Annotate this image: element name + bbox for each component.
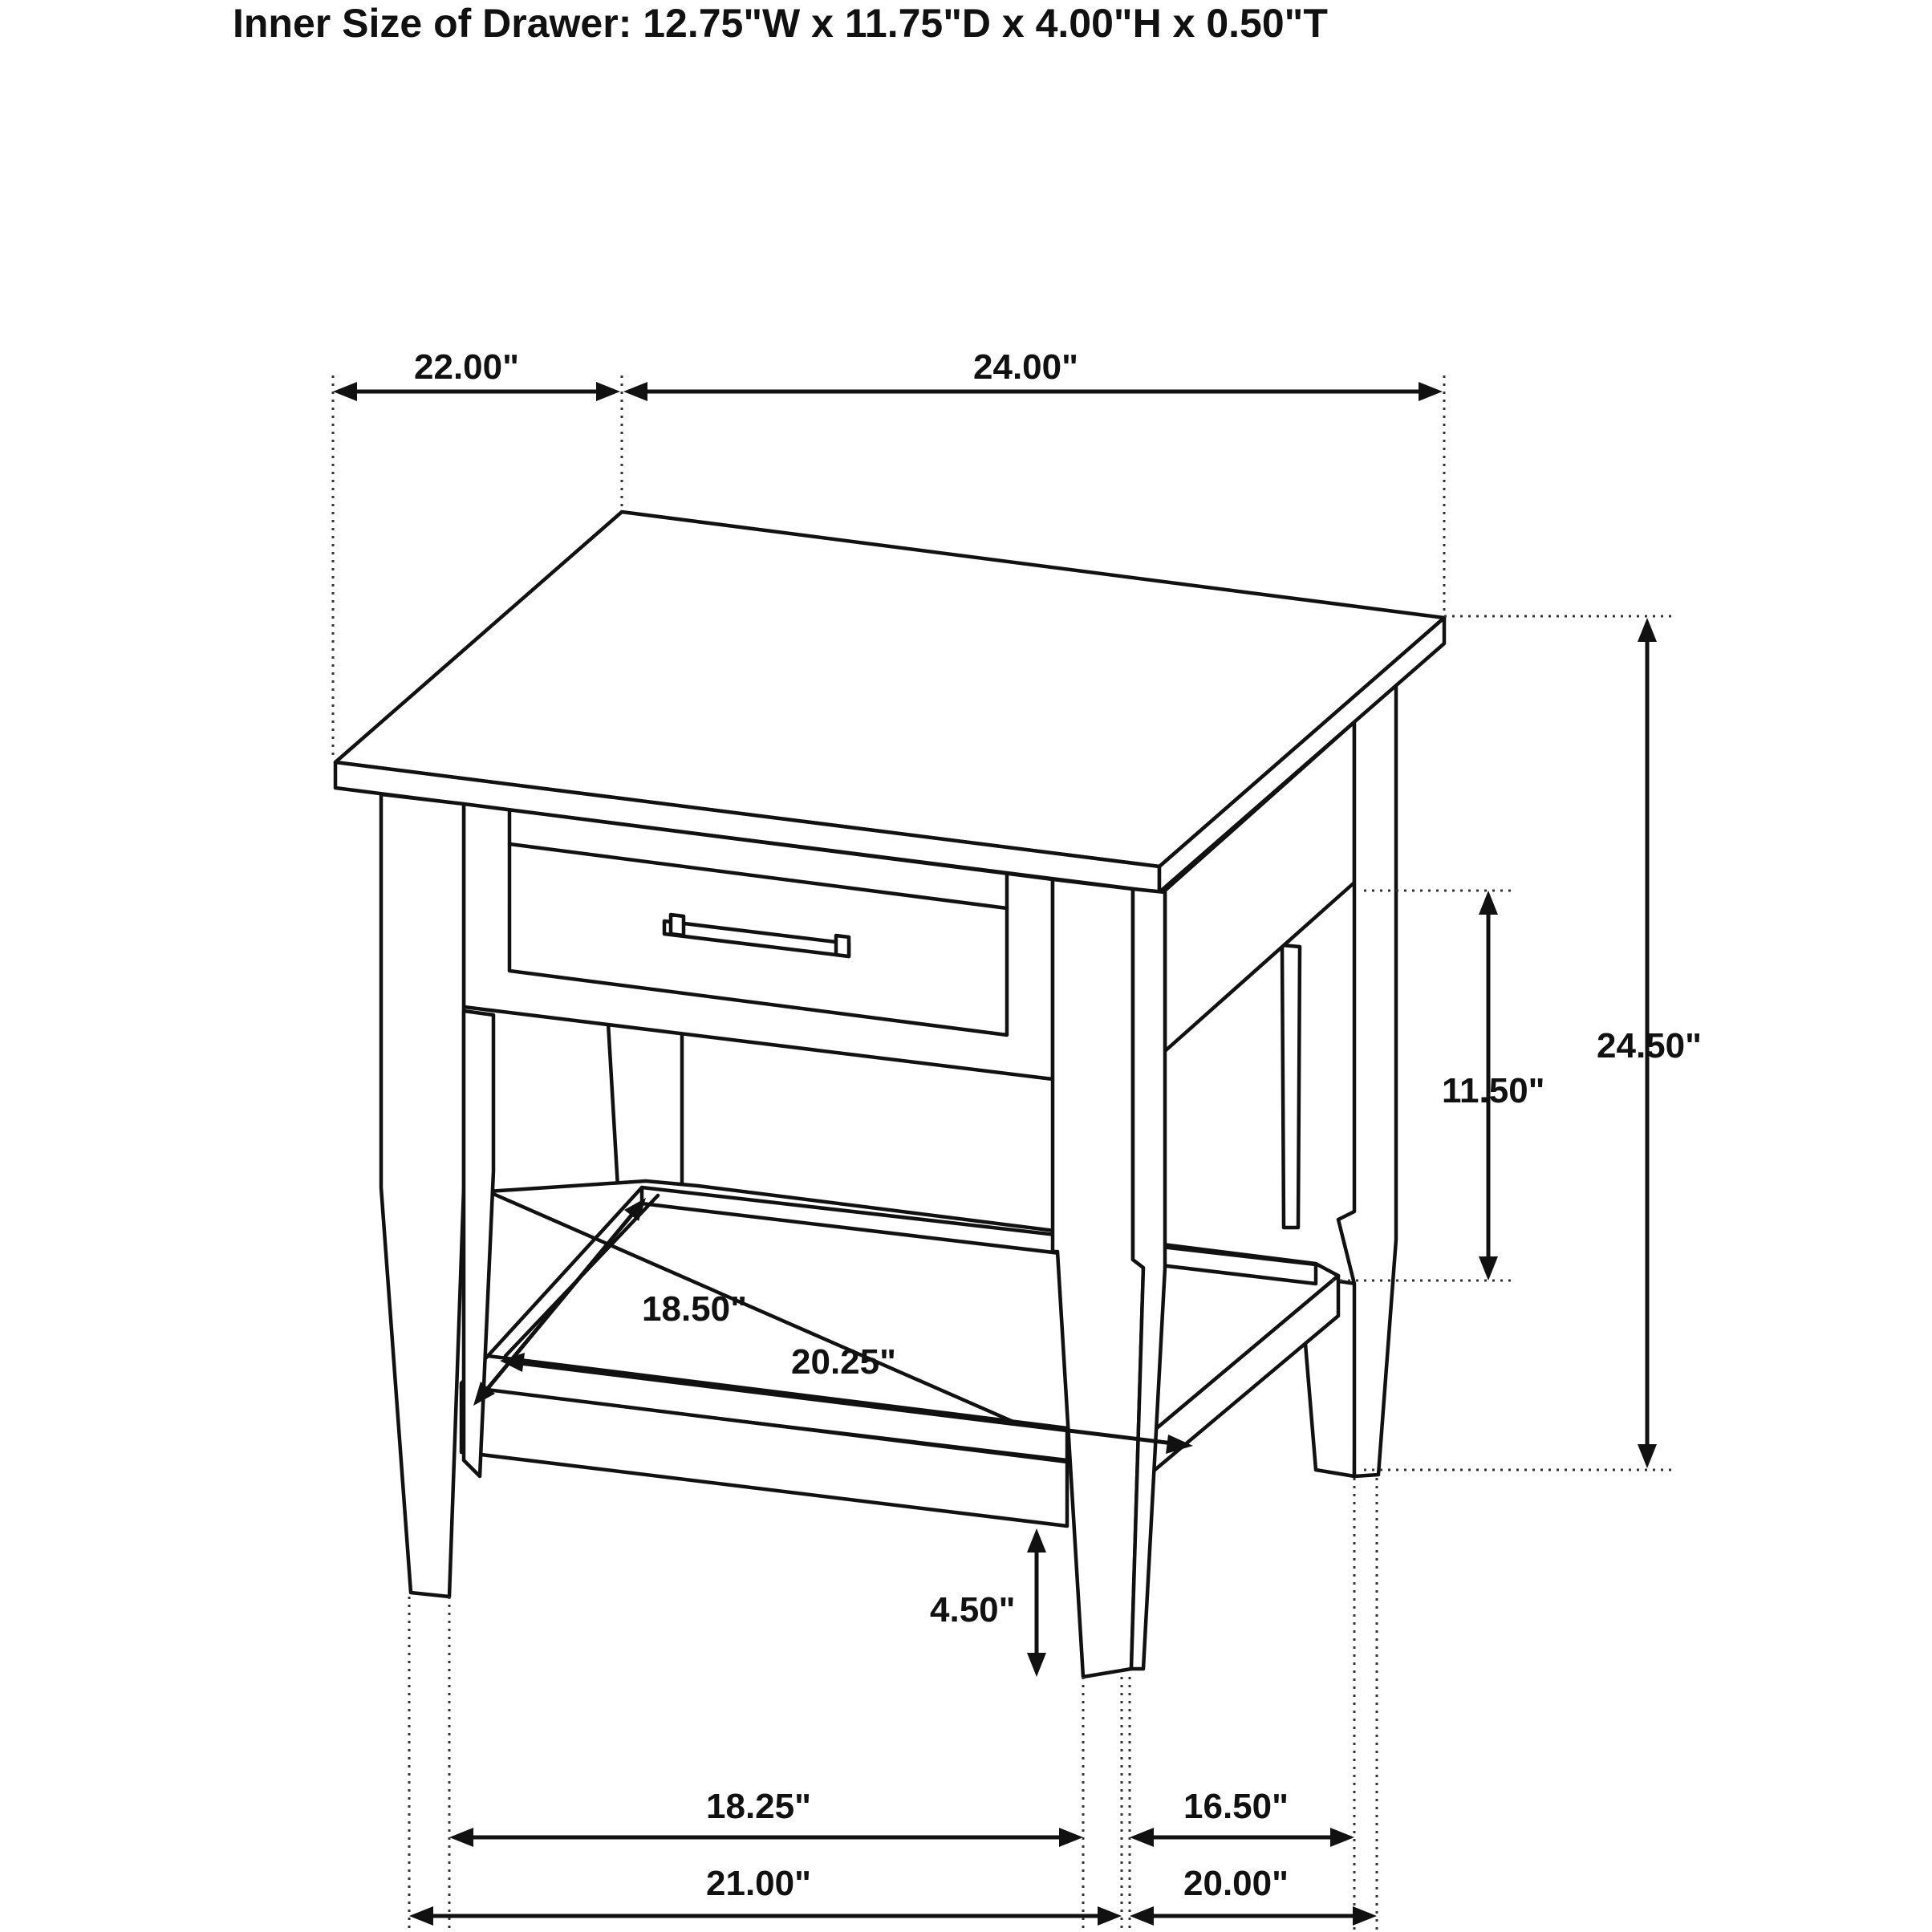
label-overall-height: 24.50" [1597,1026,1702,1065]
inner-leg-width-dimension-line [449,1828,1083,1847]
label-shelf-clearance: 11.50" [1442,1071,1545,1110]
back-left-leg [608,1023,682,1195]
outer-leg-depth-dimension-line [1130,1906,1377,1926]
label-outer-leg-depth: 20.00" [1183,1864,1289,1903]
inner-leg-depth-dimension-line [1130,1828,1354,1847]
label-top-width: 24.00" [973,347,1078,387]
label-shelf-width: 20.25" [791,1342,896,1382]
label-top-depth: 22.00" [414,347,519,387]
bottom-shelf [461,1181,1338,1526]
drawer-inner-size-title: Inner Size of Drawer: 12.75"W x 11.75"D x 4.00"H x 0.50"T [233,1,1328,46]
label-inner-leg-depth: 16.50" [1183,1787,1289,1826]
floor-clearance-dimension-line [1027,1528,1046,1677]
back-right-leg [1282,945,1300,1228]
label-shelf-depth: 18.50" [642,1289,747,1329]
front-right-leg [1053,879,1143,1677]
end-table-illustration [335,512,1444,1677]
label-floor-clearance: 4.50" [930,1590,1016,1630]
front-left-leg [381,794,464,1597]
label-inner-leg-width: 18.25" [706,1787,811,1826]
outer-leg-width-dimension-line [409,1906,1122,1926]
label-outer-leg-width: 21.00" [706,1864,811,1903]
